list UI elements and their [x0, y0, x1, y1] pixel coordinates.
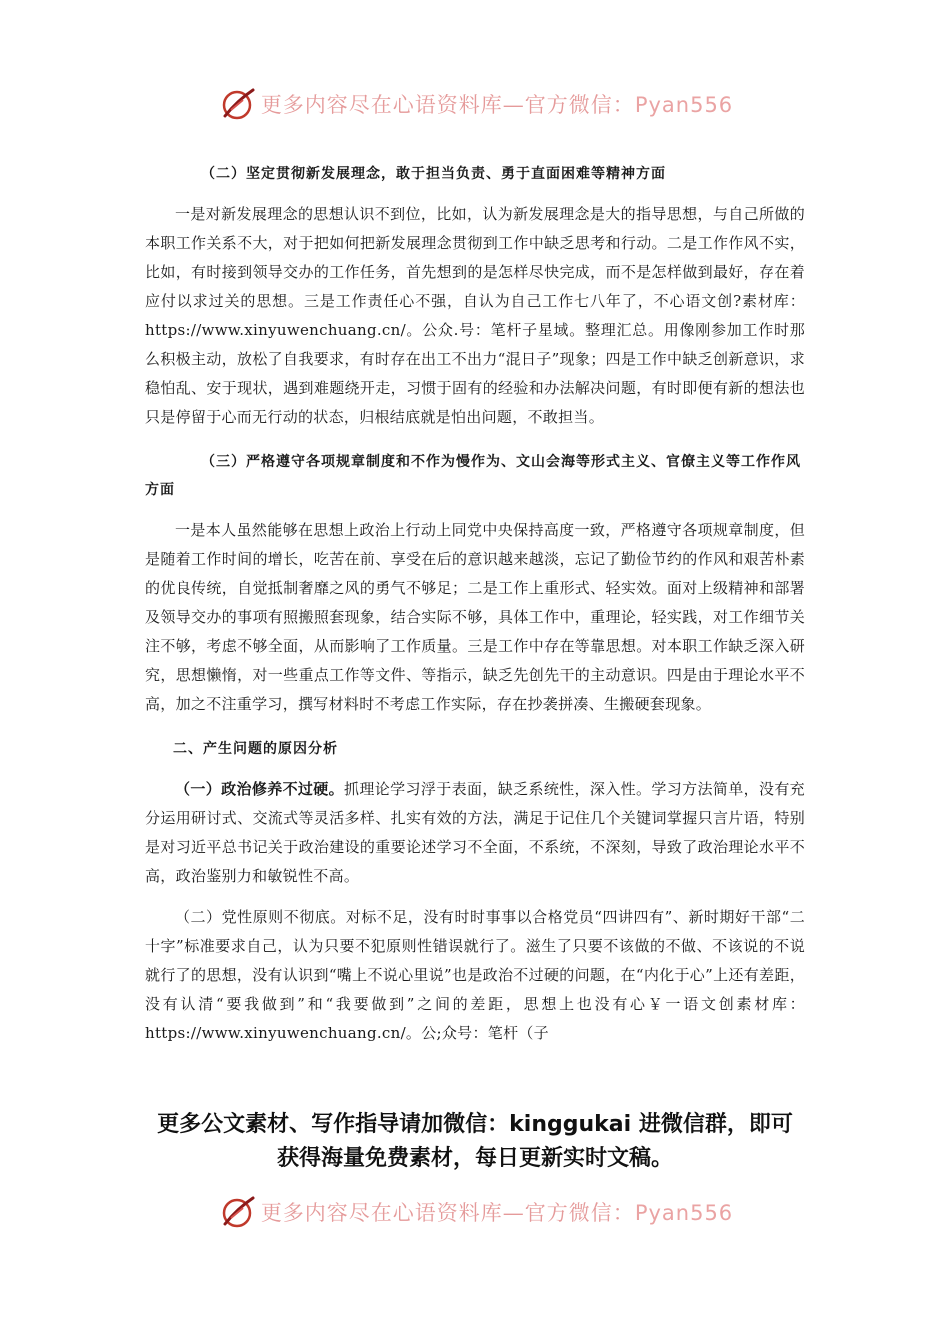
- section-heading-2: （二）坚定贯彻新发展理念，敢于担当负责、勇于直面困难等精神方面: [201, 166, 666, 182]
- brand-logo-icon: [217, 84, 257, 124]
- section-paragraph-3: 一是本人虽然能够在思想上政治上行动上同党中央保持高度一致，严格遵守各项规章制度，但是随着工作时间的增长，吃苦在前、享受在后的意识越来越淡，忘记了勤俭节约的作风和艰苦朴素的优良传统，自觉抵制奢靡之风的勇气不够足；二是工作上重形式、轻实效。面对上级精神和部署及领导交办的事项有照搬照套现象，结合实际不够，具体工作中，重理论，轻实践，对工作细节关注不够，考虑不够全面，从而影响了工作质量。三是工作中存在等靠思想。对本职工作缺乏深入研究，思想懒惰，对一些重点工作等文件、等指示，缺乏先创先干的主动意识。四是由于理论水平不高，加之不注重学习，撰写材料时不考虑工作实际，存在抄袭拼凑、生搬硬套现象。: [145, 521, 805, 713]
- cause-paragraph-1: （一）政治修养不过硬。抓理论学习浮于表面，缺乏系统性，深入性。学习方法简单，没有充分运用研讨式、交流式等灵活多样、扎实有效的方法，满足于记住几个关键词掌握只言片语，特别是对习近平总书记关于政治建设的重要论述学习不全面，不系统，不深刻，导致了政治理论水平不高，政治鉴别力和敏锐性不高。: [145, 780, 805, 885]
- part-heading-cause-analysis: 二、产生问题的原因分析: [173, 741, 338, 757]
- cause-paragraph-2: （二）党性原则不彻底。对标不足，没有时时事事以合格党员“四讲四有”、新时期好干部“二十字”标准要求自己，认为只要不犯原则性错误就行了。滋生了只要不该做的不做、不该说的不说就行了的思想，没有认识到“嘴上不说心里说”也是政治不过硬的问题，在“内化于心”上还有差距，没有认清“要我做到”和“我要做到”之间的差距，思想上也没有心￥一语文创素材库：https://www.xinyuwenchuang.cn/。公;众号：笔杆（子: [145, 908, 805, 1042]
- banner-text: 更多内容尽在心语资料库—官方微信：Pyan556: [260, 93, 734, 117]
- brand-logo-icon: [217, 1192, 257, 1232]
- banner-text: 更多内容尽在心语资料库—官方微信：Pyan556: [260, 1201, 734, 1225]
- promo-line-2: 获得海量免费素材，每日更新实时文稿。: [276, 1146, 673, 1171]
- document-body: [145, 160, 805, 1048]
- promo-line-1: 更多公文素材、写作指导请加微信：kinggukai 进微信群，即可: [157, 1112, 793, 1137]
- footer-banner: [0, 1190, 950, 1234]
- section-paragraph-2: 一是对新发展理念的思想认识不到位，比如，认为新发展理念是大的指导思想，与自己所做的本职工作关系不大，对于把如何把新发展理念贯彻到工作中缺乏思考和行动。二是工作作风不实，比如，有时接到领导交办的工作任务，首先想到的是怎样尽快完成，而不是怎样做到最好，存在着应付以求过关的思想。三是工作责任心不强，自认为自己工作七八年了，不心语文创?素材库：https://www.xinyuwenchuang.cn/。公众.号：笔杆子星域。整理汇总。用像刚参加工作时那么积极主动，放松了自我要求，有时存在出工不出力“混日子”现象；四是工作中缺乏创新意识，求稳怕乱、安于现状，遇到难题绕开走，习惯于固有的经验和办法解决问题，有时即便有新的想法也只是停留于心而无行动的状态，归根结底就是怕出问题，不敢担当。: [145, 205, 805, 426]
- header-banner: [0, 82, 950, 126]
- section-heading-3: （三）严格遵守各项规章制度和不作为慢作为、文山会海等形式主义、官僚主义等工作作风方面: [145, 454, 801, 498]
- cause-lead-1: （一）政治修养不过硬。: [175, 780, 345, 798]
- promo-notice: [0, 1108, 950, 1176]
